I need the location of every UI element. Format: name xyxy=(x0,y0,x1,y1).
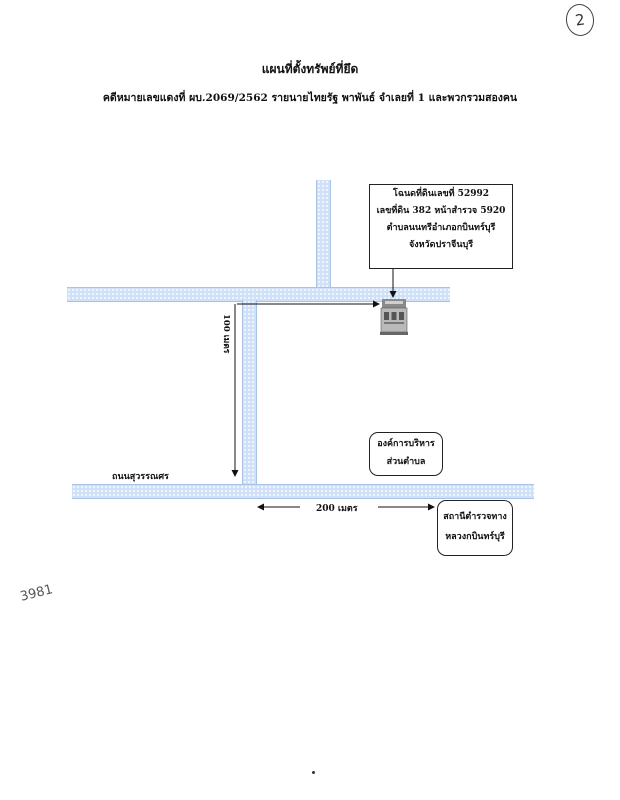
page-number: 2 xyxy=(564,2,596,38)
handwritten-note: 3981 xyxy=(18,582,55,605)
police-station-line-2: หลวงกบินทร์บุรี xyxy=(445,532,505,542)
police-station-box xyxy=(437,500,513,556)
deed-line-2: เลขที่ดิน 382 หน้าสำรวจ 5920 xyxy=(376,206,506,216)
building-icon xyxy=(380,299,408,335)
page-dot xyxy=(312,771,315,774)
deed-line-4: จังหวัดปราจีนบุรี xyxy=(408,240,474,250)
property-deed-box xyxy=(369,184,513,269)
subdistrict-office-line-2: ส่วนตำบล xyxy=(386,457,426,467)
page-title: แผนที่ตั้งทรัพย์ที่ยึด xyxy=(261,62,359,76)
case-subtitle: คดีหมายเลขแดงที่ ผบ.2069/2562 รายนายไทยรัฐ พาพันธ์ จำเลยที่ 1 และพวกรวมสองคน xyxy=(102,92,518,104)
subdistrict-office-box xyxy=(369,432,443,476)
police-station-line-1: สถานีตำรวจทาง xyxy=(443,512,507,522)
road-name-label: ถนนสุวรรณศร xyxy=(112,472,169,482)
deed-line-1: โฉนดที่ดินเลขที่ 52992 xyxy=(392,189,489,199)
distance-vertical-label: 100 เมตร xyxy=(221,314,231,354)
deed-line-3: ตำบลนนทรีอำเภอกบินทร์บุรี xyxy=(386,223,496,233)
subdistrict-office-line-1: องค์การบริหาร xyxy=(377,439,435,449)
distance-horizontal-label: 200 เมตร xyxy=(316,504,358,514)
